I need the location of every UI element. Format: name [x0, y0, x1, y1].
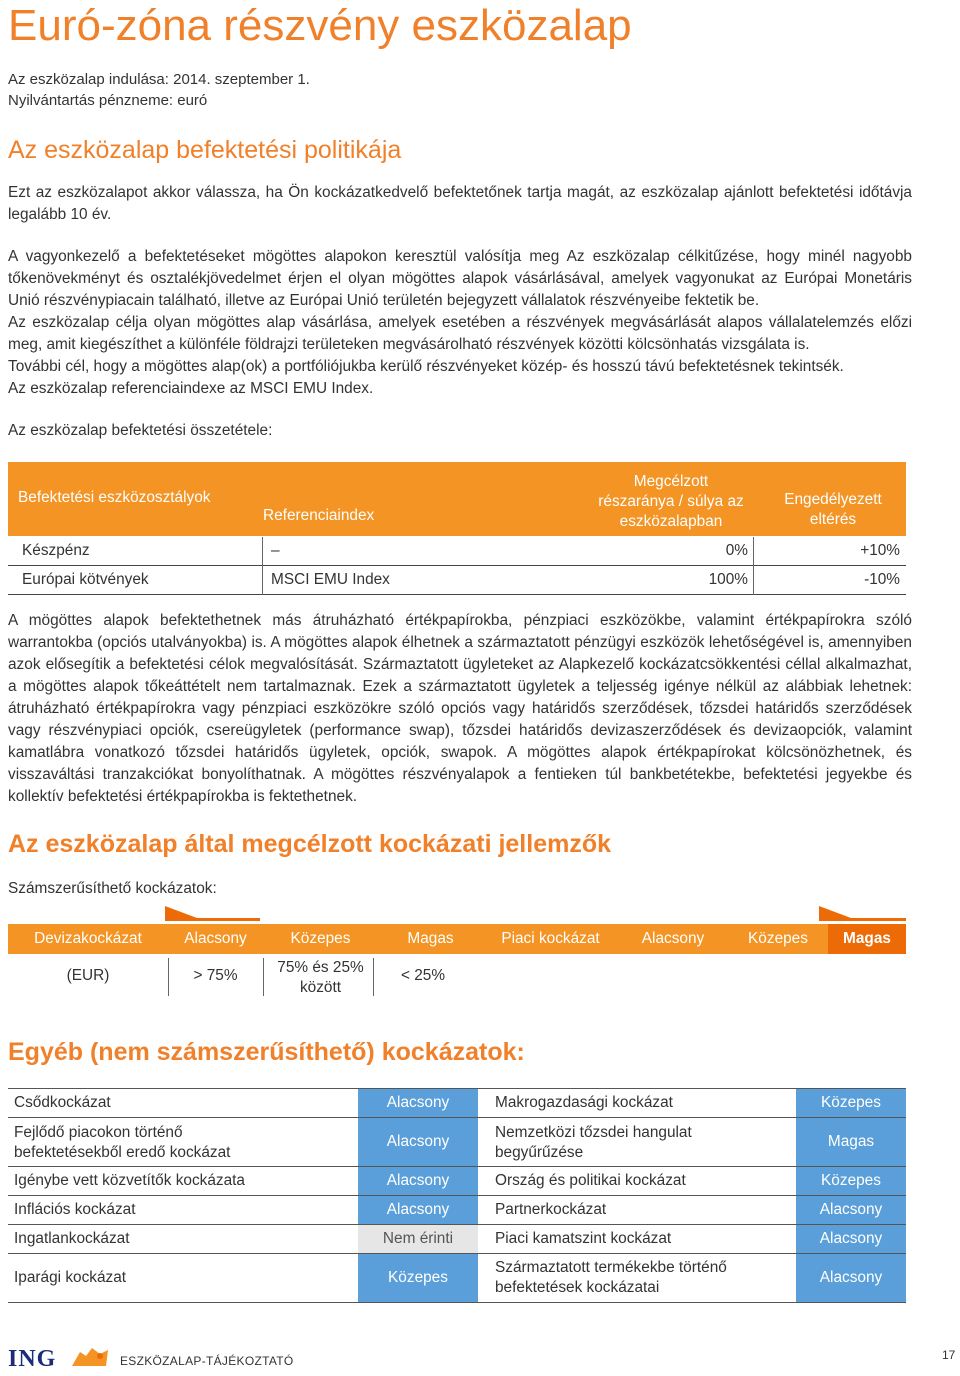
weight-cell: 100%: [708, 571, 748, 588]
policy-paragraph-3: További cél, hogy a mögöttes alap(ok) a portfóliójukba kerülő részvényeket közép- és hosszú távú befektetésnek tekintsék.: [8, 358, 844, 375]
currency-risk-label: Devizakockázat: [34, 930, 142, 947]
other-risks-table: [8, 1088, 906, 1303]
risk-name: Inflációs kockázat: [14, 1201, 136, 1218]
policy-paragraph-2: Az eszközalap célja olyan mögöttes alap vásárlása, amelyek esetében a részvények megvásárlását alapos vállalatelemzés előzi meg, amit kiegészíthet a különféle földrajzi területeken megvásárolható részvények közötti kölcsönhatás vizsgálata is.: [8, 314, 912, 353]
composition-label: Az eszközalap befektetési összetétele:: [8, 422, 273, 439]
table-row: [8, 1254, 906, 1303]
risk-name: Csődkockázat: [14, 1094, 111, 1111]
page-number: 17: [942, 1348, 956, 1362]
risk-name: Makrogazdasági kockázat: [495, 1094, 673, 1111]
table-row: [8, 1118, 906, 1167]
scale-divider: [168, 958, 169, 996]
table-row: [8, 1167, 906, 1196]
risk-level: Alacsony: [358, 1089, 478, 1117]
risk-level: Alacsony: [358, 1118, 478, 1166]
derivatives-paragraph: A mögöttes alapok befektethetnek más átruházható értékpapírokba, pénzpiaci eszközökbe, valamint értékpapírokra szóló warrantokba (opciós utalványokba) is. A mögöttes alapok élhetnek a származtatott pénzügyi eszközök lehetőségével is, amennyiben azok elősegítik a befektetési célok megvalósítását. Származtatott ügyleteket az Alapkezelő kockázatcsökkentési céllal alkalmazhat, a mögöttes alapok tőkeáttételt nem tartalmaznak. Ezek a származtatott ügyletek a teljesség igénye nélkül az alábbiak lehetnek: átruházható értékpapírokra vagy pénzpiaci eszközökre szóló opciós vagy határidős szerződések, tőzsdei határidős szerződések vagy részvénypiaci opciók, csereügyletek (performance swap), tőzsdei határidős devizaszerződések és devizaopciók, valamint kamatlábra vonatkozó tőzsdei határidős ügyletek, opciók, swapok. A mögöttes alapok értékpapírokat kölcsönözhetnek, és visszaváltási tranzakciókat bonyolíthatnak. A mögöttes részvényalapok a fentieken túl bankbetétekbe, befektetési jegyekbe és kollektív befektetési értékpapírokba is fektethetnek.: [8, 612, 912, 805]
mid-threshold: 75% és 25% között: [277, 959, 364, 996]
policy-paragraph-4: Az eszközalap referenciaindexe az MSCI EMU Index.: [8, 380, 374, 397]
currency-value: (EUR): [66, 967, 110, 984]
risk-name: Nemzetközi tőzsdei hangulat begyűrűzése: [495, 1124, 692, 1161]
index-cell: MSCI EMU Index: [271, 571, 390, 588]
table-row: [8, 1225, 906, 1254]
asset-cell: Készpénz: [22, 542, 90, 559]
table-row: [8, 1196, 906, 1225]
risk-name: Igénybe vett közvetítők kockázata: [14, 1172, 245, 1189]
risk-level: Alacsony: [796, 1254, 906, 1302]
currency-risk-low: Alacsony: [184, 930, 247, 947]
low-threshold: > 75%: [193, 967, 238, 984]
column-divider: [753, 537, 754, 595]
header-asset-class: Befektetési eszközosztályok: [18, 489, 211, 506]
risk-heading: Az eszközalap által megcélzott kockázati jellemzők: [8, 830, 612, 858]
risk-name: Ország és politikai kockázat: [495, 1172, 686, 1189]
table-row: [8, 537, 906, 566]
risk-level: Közepes: [796, 1089, 906, 1117]
risk-level: Alacsony: [358, 1196, 478, 1224]
launch-date: Az eszközalap indulása: 2014. szeptember 1.: [8, 71, 310, 88]
market-risk-label: Piaci kockázat: [501, 930, 600, 947]
risk-level: Nem érinti: [358, 1225, 478, 1253]
market-risk-medium: Közepes: [748, 930, 808, 947]
header-reference-index: Referenciaindex: [263, 507, 375, 524]
selected-level-marker-base: [819, 918, 906, 921]
scale-divider: [373, 958, 374, 996]
risk-name: Iparági kockázat: [14, 1269, 127, 1286]
high-threshold: < 25%: [400, 967, 446, 984]
policy-paragraph-1: A vagyonkezelő a befektetéseket mögöttes alapokon keresztül valósítja meg Az eszközalap célkitűzése, hogy minél nagyobb tőkenövekményt és osztalékjövedelmet érjen el olyan mögöttes alapok vásárlásával, amelyek vagyonukat az Európai Monetáris Unió részvénypiacain található, illetve az Európai Unió területén bejegyzett vállalatok részvényeibe fektetik be.: [8, 248, 912, 309]
selected-level-marker: [819, 906, 851, 918]
column-divider: [262, 537, 263, 595]
risk-name: Származtatott termékekbe történő befektetések kockázatai: [495, 1259, 727, 1296]
page-title: Euró-zóna részvény eszközalap: [8, 1, 632, 50]
deviation-cell: +10%: [860, 542, 900, 559]
risk-level: Közepes: [796, 1167, 906, 1195]
footer-title: ESZKÖZALAP-TÁJÉKOZTATÓ: [120, 1354, 294, 1368]
risk-level: Magas: [796, 1118, 906, 1166]
currency-risk-high: Magas: [407, 930, 454, 947]
scale-divider: [263, 958, 264, 996]
risk-name: Ingatlankockázat: [14, 1230, 130, 1247]
weight-cell: 0%: [725, 542, 748, 559]
quantifiable-risks-label: Számszerűsíthető kockázatok:: [8, 880, 217, 897]
policy-heading: Az eszközalap befektetési politikája: [8, 136, 402, 164]
risk-name: Fejlődő piacokon történő befektetésekből eredő kockázat: [14, 1124, 231, 1161]
selected-level-marker: [165, 906, 197, 918]
currency-info: Nyilvántartás pénzneme: euró: [8, 92, 208, 109]
lion-icon: [70, 1344, 112, 1370]
asset-cell: Európai kötvények: [22, 571, 149, 588]
risk-level: Alacsony: [358, 1167, 478, 1195]
risk-level: Közepes: [358, 1254, 478, 1302]
risk-name: Piaci kamatszint kockázat: [495, 1230, 672, 1247]
risk-scale-bar: [8, 924, 906, 954]
risk-level: Alacsony: [796, 1196, 906, 1224]
index-cell: –: [271, 542, 280, 559]
table-row: [8, 1089, 906, 1118]
header-allowed-deviation: Engedélyezett eltérés: [784, 491, 882, 528]
deviation-cell: -10%: [864, 571, 900, 588]
ing-logo: ING: [8, 1346, 57, 1372]
market-risk-high: Magas: [828, 924, 906, 954]
policy-body: [8, 246, 912, 400]
header-target-weight: Megcélzott részaránya / súlya az eszközalapban: [598, 473, 744, 530]
risk-name: Partnerkockázat: [495, 1201, 607, 1218]
selected-level-marker-base: [165, 918, 260, 921]
currency-risk-medium: Közepes: [290, 930, 351, 947]
risk-level: Alacsony: [796, 1225, 906, 1253]
policy-intro: Ezt az eszközalapot akkor válassza, ha Ön kockázatkedvelő befektetőnek tartja magát, az eszközalap ajánlott befektetési időtávja legalább 10 év.: [8, 184, 912, 223]
composition-header: [8, 462, 906, 536]
table-row: [8, 566, 906, 595]
other-risks-heading: Egyéb (nem számszerűsíthető) kockázatok:: [8, 1038, 525, 1066]
market-risk-low: Alacsony: [641, 930, 705, 947]
